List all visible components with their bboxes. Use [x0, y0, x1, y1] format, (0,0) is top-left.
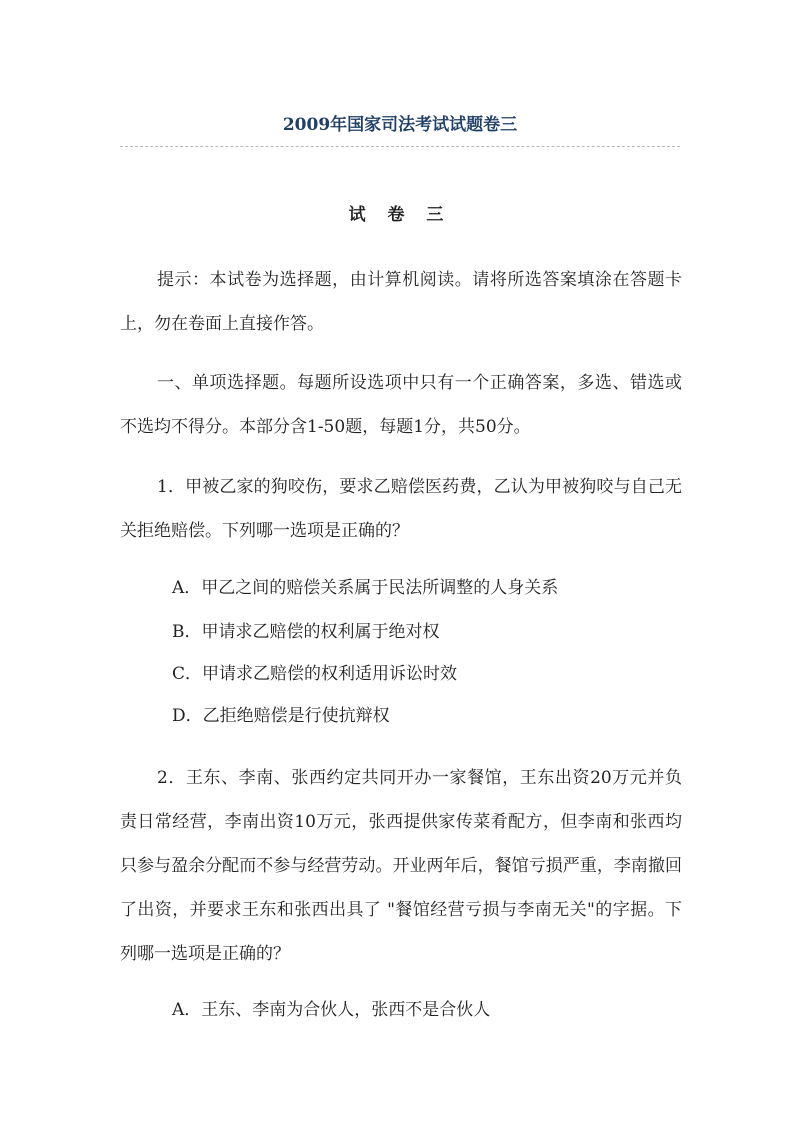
question-2-stem: 2．王东、李南、张西约定共同开办一家餐馆，王东出资20万元并负责日常经营，李南出资10万元，张西提供家传菜肴配方，但李南和张西均只参与盈余分配而不参与经营劳动。开业两年后，餐馆亏损严重，李南撤回了出资，并要求王东和张西出具了 "餐馆经营亏损与李南无关"的字据。下列哪一选项是正确的？ — [120, 768, 682, 964]
title-divider — [120, 146, 680, 147]
part-heading: 一、单项选择题。每题所设选项中只有一个正确答案，多选、错选或不选均不得分。本部分含1-50题，每题1分，共50分。 — [120, 373, 682, 437]
question-1-option-b: B．甲请求乙赔偿的权利属于绝对权 — [172, 622, 440, 642]
question-1-option-c: C．甲请求乙赔偿的权利适用诉讼时效 — [172, 664, 458, 684]
document-title: 2009年国家司法考试试题卷三 — [282, 115, 518, 135]
exam-notice: 提示：本试卷为选择题，由计算机阅读。请将所选答案填涂在答题卡上，勿在卷面上直接作答。 — [120, 270, 682, 334]
question-2-option-a: A．王东、李南为合伙人，张西不是合伙人 — [172, 1000, 491, 1020]
question-1-option-d: D．乙拒绝赔偿是行使抗辩权 — [172, 706, 390, 726]
question-1-option-a: A．甲乙之间的赔偿关系属于民法所调整的人身关系 — [172, 578, 559, 598]
section-title: 试 卷 三 — [348, 205, 452, 225]
question-1-stem: 1．甲被乙家的狗咬伤，要求乙赔偿医药费，乙认为甲被狗咬与自己无关拒绝赔偿。下列哪一选项是正确的？ — [120, 477, 682, 541]
